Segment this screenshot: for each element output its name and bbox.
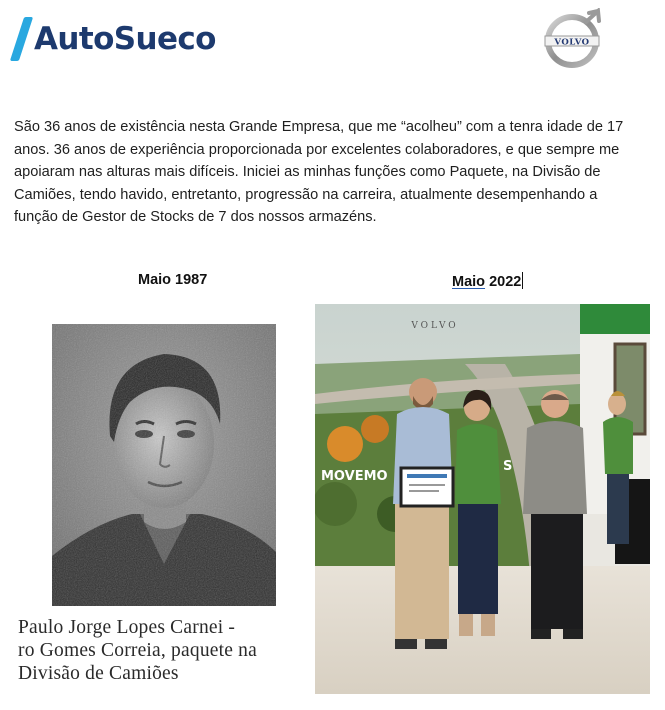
award-2022-photo <box>315 304 650 694</box>
caption-line: ro Gomes Correia, paquete na <box>18 640 257 661</box>
caption-1987: Maio 1987 <box>138 272 208 288</box>
volvo-logo <box>543 8 605 68</box>
caption-2022 <box>452 272 523 290</box>
caption-2022-year: 2022 <box>489 274 522 290</box>
autosueco-slash-mark <box>14 17 28 61</box>
autosueco-logo <box>14 16 216 62</box>
intro-paragraph: São 36 anos de existência nesta Grande Empresa, que me “acolheu” com a tenra idade de 17 anos. 36 anos de experiência proporcionada por excelentes colaboradores, e que sempre me apoiaram nas alturas mais difíceis. Iniciei as minhas funções como Paquete, na Divisão de Camiões, tendo havido, entretanto, progressão na carreira, atualmente desempenhando a função de Gestor de Stocks de 7 dos nossos armazéns. <box>14 119 624 225</box>
caption-line: Divisão de Camiões <box>18 663 179 684</box>
text-cursor <box>522 272 523 289</box>
backdrop-slogan-text: MOVEMO <box>321 469 388 484</box>
portrait-1987-photo <box>52 324 276 606</box>
caption-line: Paulo Jorge Lopes Carnei - <box>18 617 236 638</box>
backdrop-volvo-text: VOLVO <box>411 321 459 331</box>
portrait-1987-caption <box>18 616 318 685</box>
backdrop-slogan-text-2: S <box>503 459 513 474</box>
volvo-logo-text: VOLVO <box>554 37 590 48</box>
caption-2022-month: Maio <box>452 274 486 290</box>
brand-name: AutoSueco <box>34 20 216 57</box>
